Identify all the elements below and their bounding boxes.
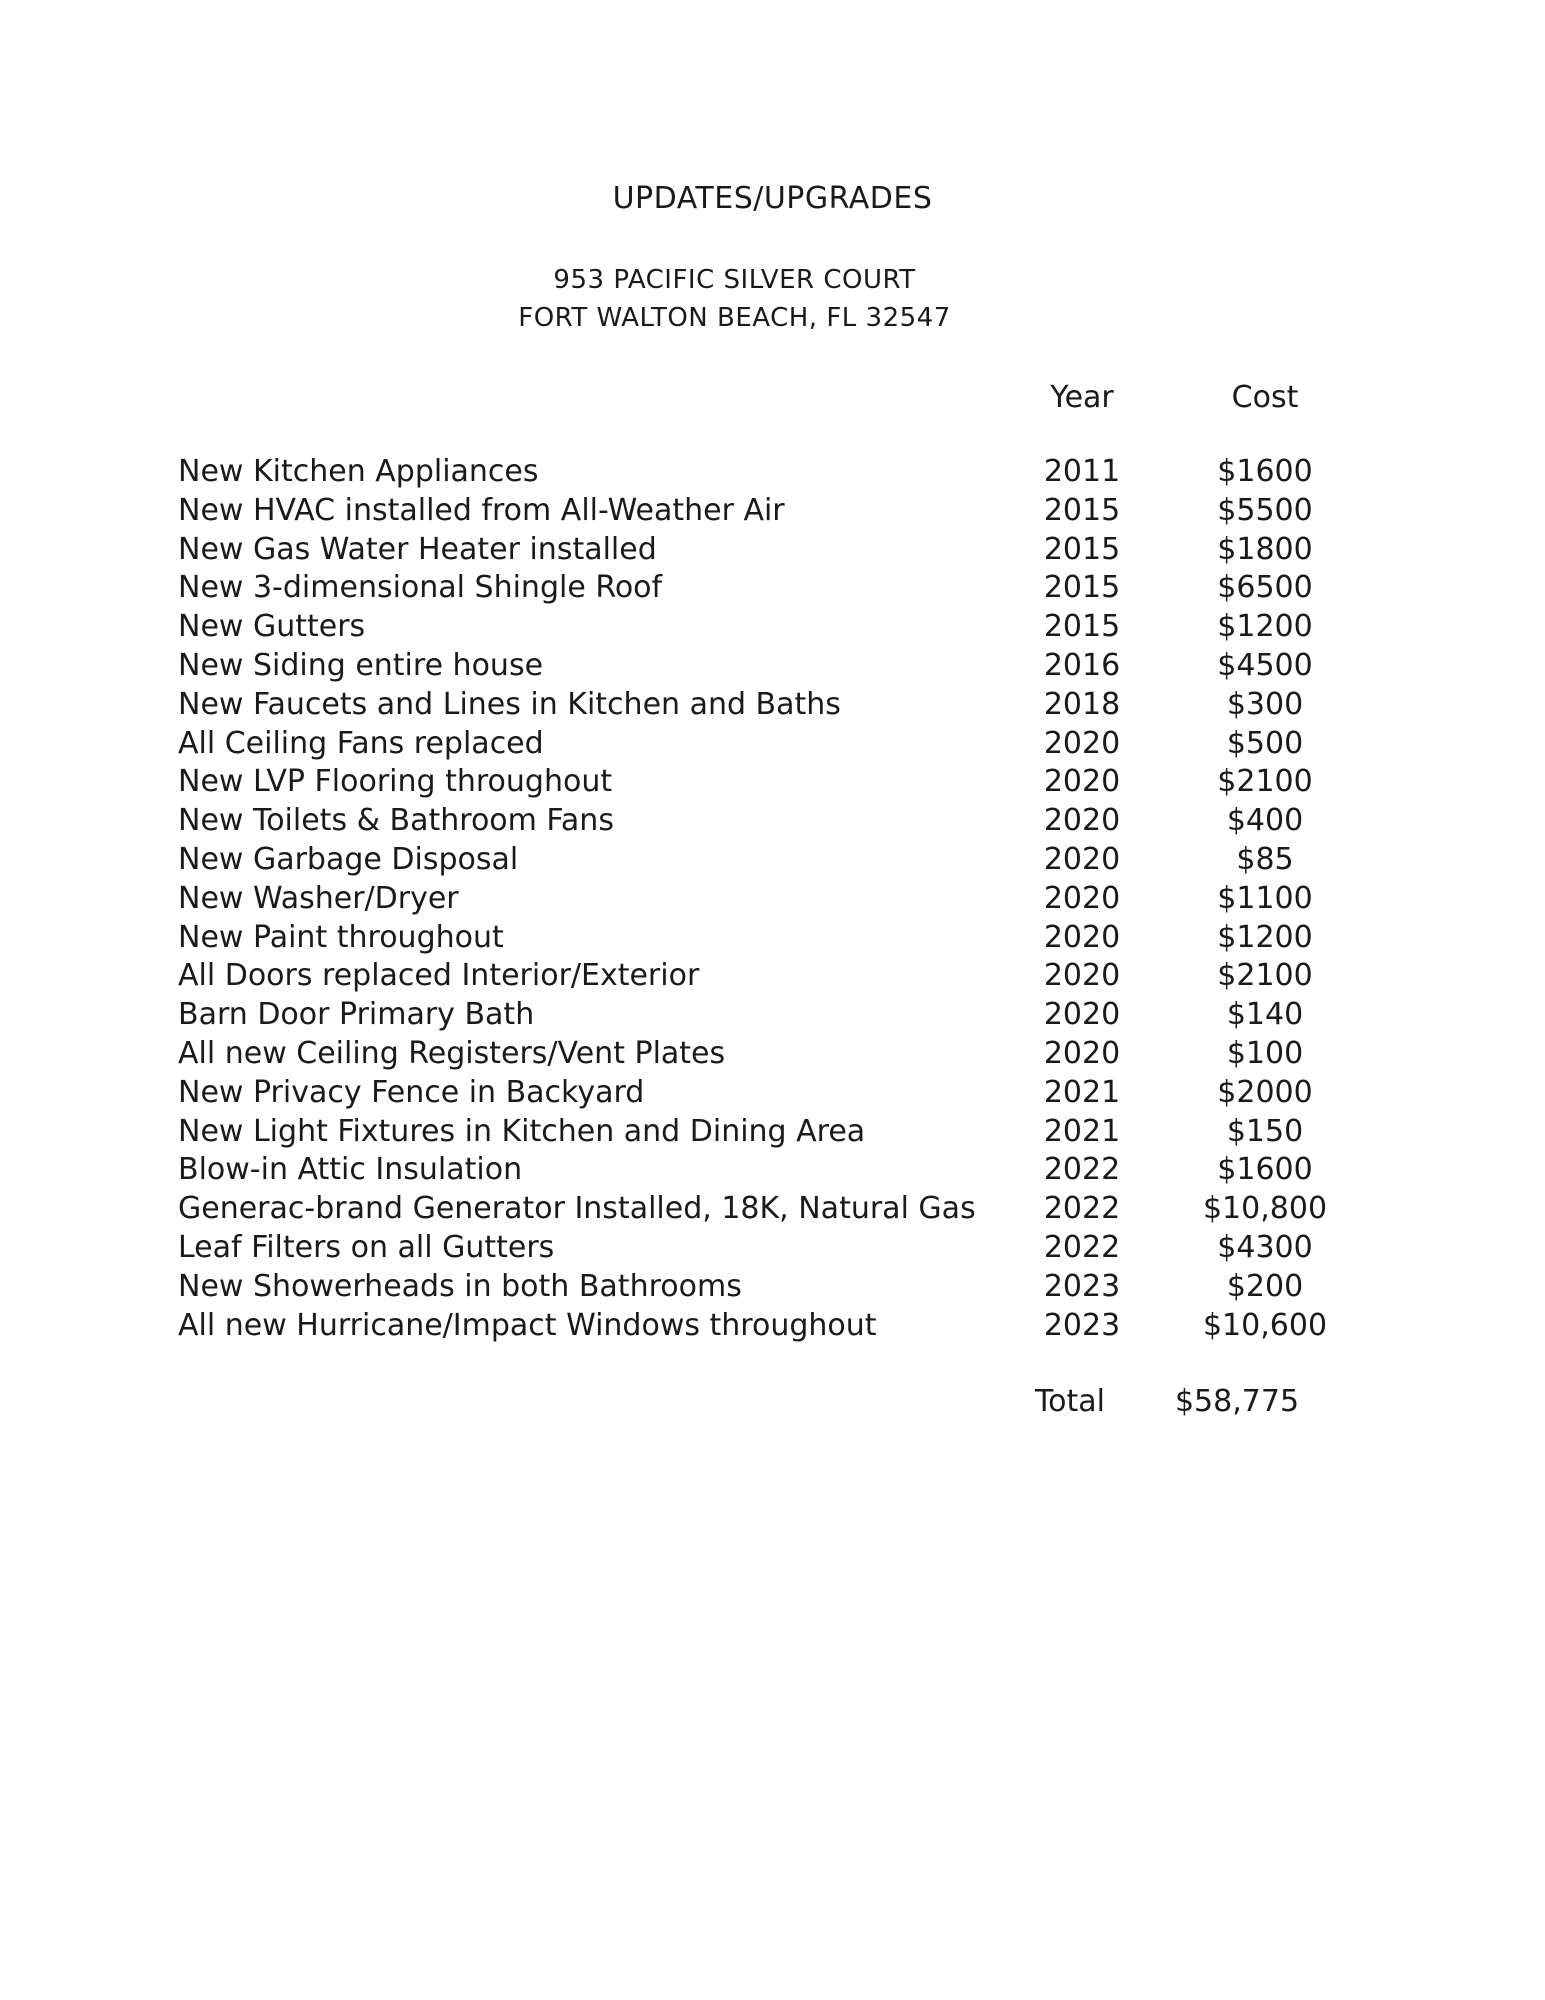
- table-row: [0, 453, 1545, 492]
- item-cost: $400: [1226, 803, 1304, 839]
- item-cost: $6500: [1217, 570, 1313, 606]
- table-row: [0, 919, 1545, 958]
- total-label: Total: [1034, 1384, 1106, 1419]
- table-row: [0, 880, 1545, 919]
- item-description: Leaf Filters on all Gutters: [178, 1229, 555, 1265]
- item-cost: $2100: [1217, 958, 1313, 994]
- table-row: [0, 763, 1545, 802]
- item-year: 2015: [1043, 531, 1121, 567]
- table-row: [0, 686, 1545, 725]
- item-year: 2020: [1043, 725, 1121, 761]
- table-row: [0, 802, 1545, 841]
- upgrades-table-body: [0, 453, 1545, 1345]
- item-cost: $1800: [1217, 531, 1313, 567]
- item-description: New Toilets & Bathroom Fans: [178, 803, 614, 839]
- item-description: New LVP Flooring throughout: [178, 764, 613, 800]
- item-year: 2018: [1043, 686, 1121, 722]
- table-row: [0, 1229, 1545, 1268]
- item-description: New Gutters: [178, 609, 366, 645]
- item-cost: $200: [1226, 1268, 1304, 1304]
- table-row: [0, 957, 1545, 996]
- table-row: [0, 996, 1545, 1035]
- item-description: New Privacy Fence in Backyard: [178, 1074, 645, 1110]
- total-row: [0, 1383, 1545, 1421]
- item-year: 2021: [1043, 1074, 1121, 1110]
- item-cost: $100: [1226, 1035, 1304, 1071]
- table-row: [0, 1035, 1545, 1074]
- item-year: 2020: [1043, 919, 1121, 955]
- item-cost: $300: [1226, 686, 1304, 722]
- item-cost: $1600: [1217, 1152, 1313, 1188]
- cost-column-header: Cost: [1231, 380, 1299, 415]
- table-row: [0, 569, 1545, 608]
- item-cost: $5500: [1217, 492, 1313, 528]
- item-description: Generac-brand Generator Installed, 18K, Natural Gas: [178, 1191, 976, 1227]
- table-column-headers: [0, 379, 1545, 417]
- item-cost: $1600: [1217, 454, 1313, 489]
- item-year: 2022: [1043, 1191, 1121, 1227]
- item-year: 2016: [1043, 647, 1121, 683]
- item-description: New Kitchen Appliances: [178, 454, 539, 489]
- item-description: New Paint throughout: [178, 919, 504, 955]
- item-cost: $1100: [1217, 880, 1313, 916]
- item-cost: $10,600: [1202, 1307, 1328, 1343]
- item-year: 2022: [1043, 1229, 1121, 1265]
- table-row: [0, 1307, 1545, 1346]
- item-year: 2022: [1043, 1152, 1121, 1188]
- item-year: 2020: [1043, 803, 1121, 839]
- item-description: All new Ceiling Registers/Vent Plates: [178, 1035, 726, 1071]
- item-cost: $150: [1226, 1113, 1304, 1149]
- item-description: New Gas Water Heater installed: [178, 531, 657, 567]
- table-row: [0, 1151, 1545, 1190]
- address-street: 953 PACIFIC SILVER COURT: [553, 265, 916, 295]
- item-description: New Washer/Dryer: [178, 880, 459, 916]
- item-description: New Showerheads in both Bathrooms: [178, 1268, 742, 1304]
- item-cost: $85: [1236, 841, 1294, 877]
- address-city-state-zip: FORT WALTON BEACH, FL 32547: [518, 303, 951, 333]
- table-row: [0, 608, 1545, 647]
- item-year: 2020: [1043, 997, 1121, 1033]
- property-address: [0, 261, 1507, 337]
- item-year: 2023: [1043, 1307, 1121, 1343]
- table-row: [0, 492, 1545, 531]
- table-row: [0, 647, 1545, 686]
- item-year: 2020: [1043, 841, 1121, 877]
- document-title: UPDATES/UPGRADES: [612, 181, 933, 216]
- item-cost: $4500: [1217, 647, 1313, 683]
- table-row: [0, 1074, 1545, 1113]
- item-description: New HVAC installed from All-Weather Air: [178, 492, 785, 528]
- item-description: New Garbage Disposal: [178, 841, 519, 877]
- item-description: All Ceiling Fans replaced: [178, 725, 544, 761]
- item-year: 2015: [1043, 492, 1121, 528]
- item-cost: $1200: [1217, 919, 1313, 955]
- item-cost: $10,800: [1202, 1191, 1328, 1227]
- item-description: New Faucets and Lines in Kitchen and Baths: [178, 686, 841, 722]
- item-year: 2015: [1043, 570, 1121, 606]
- item-cost: $2100: [1217, 764, 1313, 800]
- table-row: [0, 1113, 1545, 1152]
- item-year: 2015: [1043, 609, 1121, 645]
- item-cost: $4300: [1217, 1229, 1313, 1265]
- item-year: 2021: [1043, 1113, 1121, 1149]
- total-amount: $58,775: [1174, 1384, 1300, 1419]
- item-year: 2020: [1043, 958, 1121, 994]
- table-row: [0, 1268, 1545, 1307]
- table-row: [0, 725, 1545, 764]
- item-year: 2020: [1043, 764, 1121, 800]
- table-row: [0, 531, 1545, 570]
- item-description: Barn Door Primary Bath: [178, 997, 535, 1033]
- item-description: New 3-dimensional Shingle Roof: [178, 570, 663, 606]
- item-cost: $500: [1226, 725, 1304, 761]
- item-description: Blow-in Attic Insulation: [178, 1152, 523, 1188]
- item-year: 2020: [1043, 1035, 1121, 1071]
- year-column-header: Year: [1050, 380, 1114, 415]
- item-year: 2023: [1043, 1268, 1121, 1304]
- item-description: New Light Fixtures in Kitchen and Dining Area: [178, 1113, 866, 1149]
- item-year: 2020: [1043, 880, 1121, 916]
- item-cost: $1200: [1217, 609, 1313, 645]
- table-row: [0, 1190, 1545, 1229]
- item-description: New Siding entire house: [178, 647, 544, 683]
- item-description: All Doors replaced Interior/Exterior: [178, 958, 700, 994]
- item-description: All new Hurricane/Impact Windows throughout: [178, 1307, 877, 1343]
- table-row: [0, 841, 1545, 880]
- item-cost: $140: [1226, 997, 1304, 1033]
- item-cost: $2000: [1217, 1074, 1313, 1110]
- item-year: 2011: [1043, 454, 1121, 489]
